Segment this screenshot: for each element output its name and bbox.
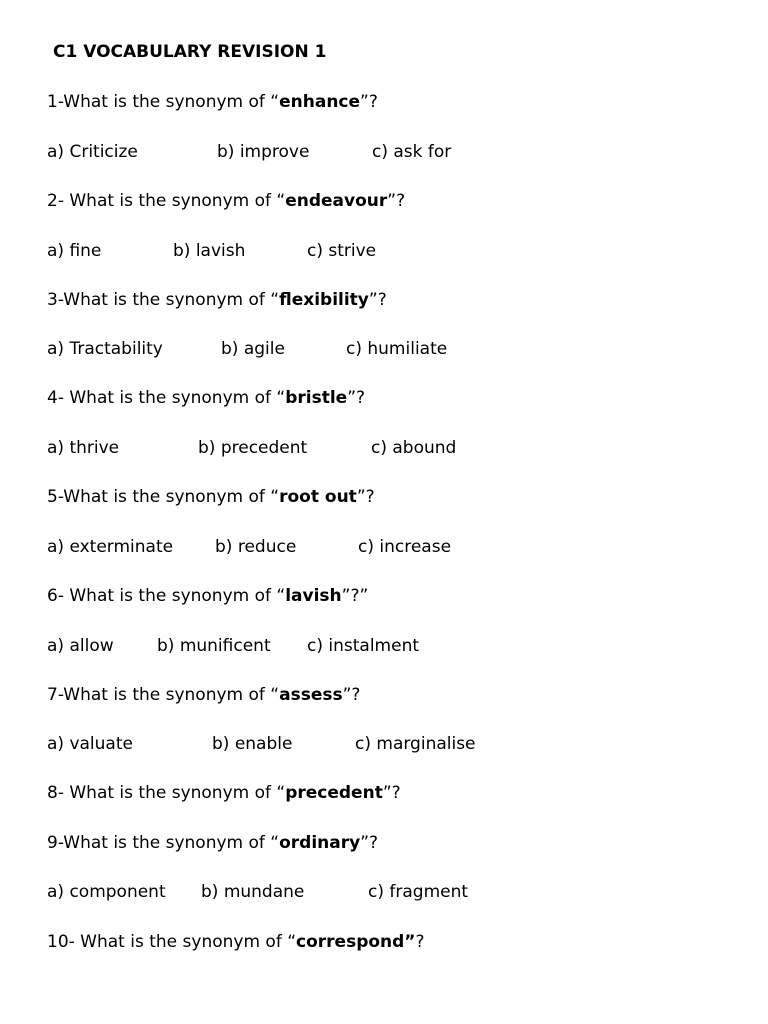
option-b: b) agile [221, 339, 285, 359]
option-a: a) Tractability [47, 339, 163, 359]
question-suffix: ”? [356, 487, 375, 507]
option-c: c) strive [307, 241, 377, 261]
option-c: c) humiliate [346, 339, 448, 359]
question-1 [47, 91, 378, 113]
question-4 [47, 387, 365, 409]
question-suffix: ”? [360, 92, 378, 112]
question-5 [47, 486, 375, 508]
option-b: b) precedent [198, 438, 308, 458]
question-keyword: bristle [285, 388, 348, 408]
question-keyword: assess [279, 685, 343, 705]
question-2 [47, 190, 405, 212]
option-c: c) fragment [368, 882, 469, 902]
question-suffix: ”? [342, 685, 361, 705]
option-a: a) Criticize [47, 142, 138, 162]
document-title: C1 VOCABULARY REVISION 1 [53, 42, 327, 62]
option-a: a) valuate [47, 734, 133, 754]
question-text: 1-What is the synonym of “ [47, 92, 280, 112]
option-c: c) abound [371, 438, 457, 458]
question-keyword: precedent [285, 783, 383, 803]
question-text: 5-What is the synonym of “ [47, 487, 280, 507]
option-b: b) lavish [173, 241, 246, 261]
question-suffix: ? [415, 932, 425, 952]
option-b: b) munificent [157, 636, 271, 656]
option-b: b) enable [212, 734, 293, 754]
option-b: b) mundane [201, 882, 305, 902]
option-c: c) ask for [372, 142, 452, 162]
question-text: 6- What is the synonym of “ [47, 586, 286, 606]
question-6 [47, 585, 368, 607]
question-text: 7-What is the synonym of “ [47, 685, 280, 705]
question-suffix: ”?” [341, 586, 369, 606]
question-keyword: flexibility [279, 290, 369, 310]
question-text: 2- What is the synonym of “ [47, 191, 286, 211]
option-c: c) instalment [307, 636, 420, 656]
option-b: b) improve [217, 142, 310, 162]
question-suffix: ”? [347, 388, 366, 408]
option-c: c) marginalise [355, 734, 476, 754]
option-a: a) exterminate [47, 537, 174, 557]
question-keyword: lavish [285, 586, 342, 606]
question-text: 9-What is the synonym of “ [47, 833, 280, 853]
question-text: 4- What is the synonym of “ [47, 388, 286, 408]
question-keyword: enhance [279, 92, 361, 112]
question-7 [47, 684, 360, 706]
question-keyword: endeavour [285, 191, 388, 211]
option-b: b) reduce [215, 537, 297, 557]
question-keyword: root out [279, 487, 357, 507]
question-text: 3-What is the synonym of “ [47, 290, 280, 310]
question-8 [47, 782, 401, 804]
question-suffix: ”? [387, 191, 406, 211]
option-a: a) allow [47, 636, 114, 656]
question-text: 10- What is the synonym of “ [47, 932, 297, 952]
question-9 [47, 832, 378, 854]
question-suffix: ”? [360, 833, 379, 853]
question-text: 8- What is the synonym of “ [47, 783, 286, 803]
question-keyword: correspond” [296, 932, 416, 952]
question-keyword: ordinary [279, 833, 361, 853]
option-a: a) thrive [47, 438, 120, 458]
question-10 [47, 931, 425, 953]
question-suffix: ”? [368, 290, 387, 310]
question-suffix: ”? [382, 783, 401, 803]
option-c: c) increase [358, 537, 452, 557]
option-a: a) component [47, 882, 166, 902]
option-a: a) fine [47, 241, 102, 261]
question-3 [47, 289, 387, 311]
